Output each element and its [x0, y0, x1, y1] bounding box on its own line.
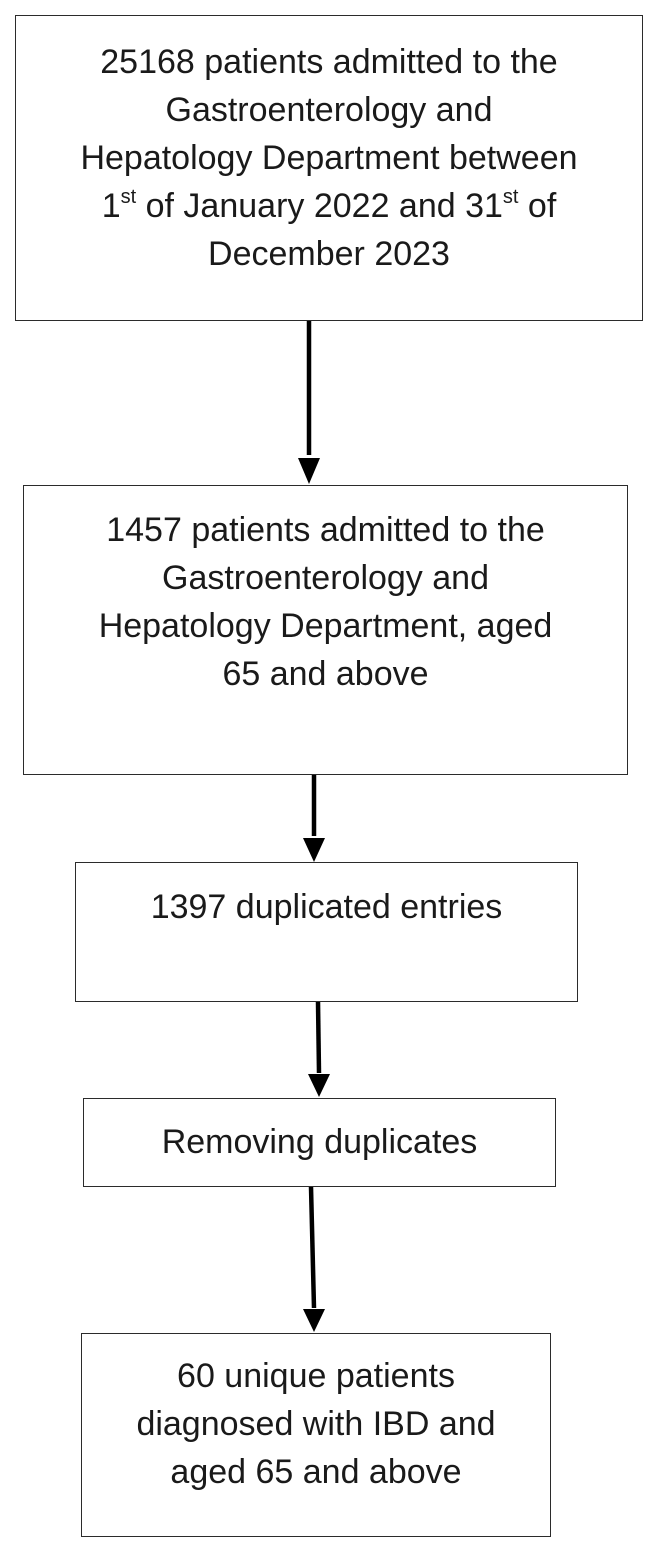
step-text-line: Gastroenterology and: [165, 91, 493, 129]
step-text-line: 1397 duplicated entries: [150, 888, 503, 926]
step-text-line: 60 unique patients: [177, 1357, 455, 1395]
step-text-line: Gastroenterology and: [162, 559, 489, 597]
step-text-line: Removing duplicates: [161, 1123, 478, 1161]
step-box-final-cohort: [81, 1333, 551, 1537]
step-text-line: 65 and above: [222, 655, 429, 693]
arrow-3: [308, 1002, 330, 1097]
arrow-1: [298, 316, 320, 484]
arrow-4: [303, 1187, 325, 1332]
step-text-line: Hepatology Department between: [80, 139, 578, 177]
step-text-line: [16, 182, 642, 230]
step-text-line: 1457 patients admitted to the: [106, 511, 545, 549]
date-start-day: 1: [101, 187, 121, 225]
step-text-line: December 2023: [208, 235, 450, 273]
step-text-line: aged 65 and above: [170, 1453, 462, 1491]
ordinal-suffix: st: [120, 185, 137, 208]
step-box-duplicated-entries: [75, 862, 578, 1002]
arrow-2: [303, 771, 325, 862]
step-text-line: diagnosed with IBD and: [136, 1405, 496, 1443]
step-text-line: Hepatology Department, aged: [98, 607, 553, 645]
step-text-line: 25168 patients admitted to the: [100, 43, 558, 81]
date-range-text: of January 2022 and 31: [136, 187, 503, 225]
step-box-removing-duplicates: [83, 1098, 556, 1187]
step-box-admissions: [15, 15, 643, 321]
step-box-aged-65: [23, 485, 628, 775]
date-range-text-end: of: [518, 187, 557, 225]
ordinal-suffix: st: [502, 185, 519, 208]
